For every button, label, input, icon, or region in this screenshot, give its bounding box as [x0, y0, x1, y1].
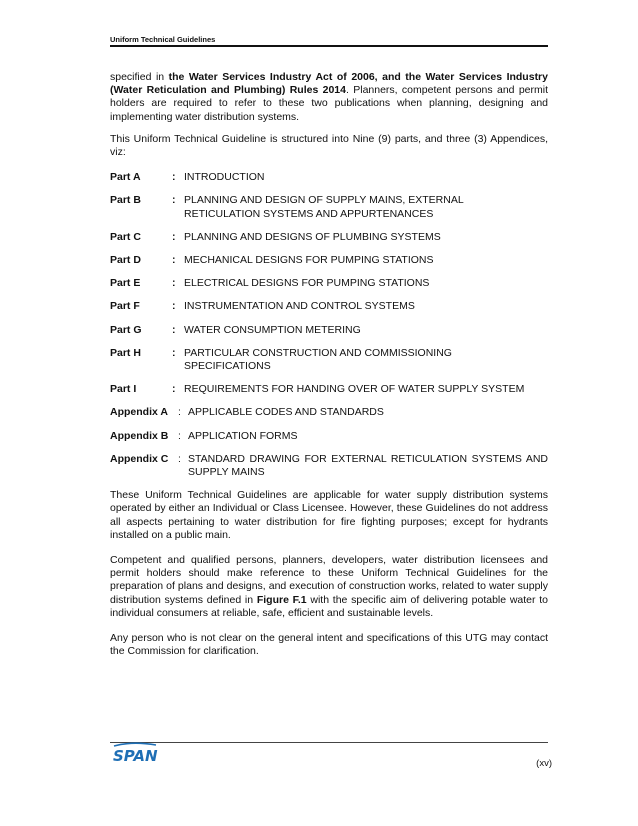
header-rule	[110, 45, 548, 47]
part-colon: :	[172, 383, 176, 396]
part-colon: :	[172, 346, 176, 359]
appendix-title: APPLICABLE CODES AND STANDARDS	[188, 406, 384, 419]
appendix-colon: :	[178, 406, 181, 419]
part-item-b	[110, 194, 548, 220]
part-title: PARTICULAR CONSTRUCTION AND COMMISSIONING SPECIFICATIONS	[184, 346, 452, 373]
part-item-f	[110, 300, 548, 313]
running-header: Uniform Technical Guidelines	[110, 35, 216, 44]
competent-persons-paragraph	[110, 554, 548, 620]
part-title: MECHANICAL DESIGNS FOR PUMPING STATIONS	[184, 254, 434, 267]
part-colon: :	[172, 230, 176, 243]
page-number: (xv)	[536, 758, 552, 769]
appendix-label: Appendix A	[110, 406, 168, 419]
appendix-title: STANDARD DRAWING FOR EXTERNAL RETICULATION SYSTEMS AND SUPPLY MAINS	[188, 452, 548, 479]
part-title: ELECTRICAL DESIGNS FOR PUMPING STATIONS	[184, 277, 430, 290]
part-item-g	[110, 324, 548, 337]
appendix-label: Appendix C	[110, 452, 169, 465]
structure-paragraph: This Uniform Technical Guideline is structured into Nine (9) parts, and three (3) Appendices, viz:	[110, 132, 548, 159]
appendix-item-a	[110, 406, 548, 419]
appendix-colon: :	[178, 429, 181, 442]
part-colon: :	[172, 277, 176, 290]
part-item-a	[110, 171, 548, 184]
part-title: PLANNING AND DESIGNS OF PLUMBING SYSTEMS	[184, 230, 441, 243]
appendix-item-c	[110, 453, 548, 479]
intro-text-post: . Planners, competent persons and permit holders are required to refer to these two publications when planning, designing and implementing water distribution systems.	[110, 84, 548, 123]
part-label: Part I	[110, 383, 137, 396]
part-label: Part D	[110, 254, 141, 267]
page-body	[110, 71, 548, 668]
part-label: Part A	[110, 171, 141, 184]
appendix-colon: :	[178, 452, 181, 465]
contact-paragraph: Any person who is not clear on the general intent and specifications of this UTG may contact the Commission for clarification.	[110, 632, 548, 658]
part-label: Part G	[110, 323, 142, 336]
part-title: INSTRUMENTATION AND CONTROL SYSTEMS	[184, 300, 415, 313]
applicability-paragraph: These Uniform Technical Guidelines are applicable for water supply distribution systems operated by either an Individual or Class Licensee. However, these Guidelines do not address all aspects pertaining to water distribution for fire fighting purposes; except for hydrants installed on a public main.	[110, 489, 548, 541]
part-colon: :	[172, 194, 176, 207]
intro-paragraph	[110, 71, 548, 124]
parts-list	[110, 171, 548, 396]
part-colon: :	[172, 254, 176, 267]
part-title: INTRODUCTION	[184, 171, 265, 184]
span-logo	[112, 742, 172, 764]
part-item-e	[110, 277, 548, 290]
part-colon: :	[172, 171, 176, 184]
part-item-h	[110, 347, 548, 373]
part-colon: :	[172, 323, 176, 336]
part-item-c	[110, 231, 548, 244]
part-label: Part E	[110, 277, 141, 290]
part-label: Part F	[110, 300, 140, 313]
appendix-item-b	[110, 430, 548, 443]
appendix-list	[110, 406, 548, 479]
competent-text-pre: Competent and qualified persons, planners, developers, water distribution licensees and permit holders should make reference to these Uniform Technical Guidelines for the preparation of plans and designs, and execution of construction works, related to water supply distribution systems defined in	[110, 554, 548, 606]
part-label: Part B	[110, 194, 141, 207]
footer-rule	[110, 742, 548, 743]
part-title: PLANNING AND DESIGN OF SUPPLY MAINS, EXTERNAL RETICULATION SYSTEMS AND APPURTENANCES	[184, 194, 464, 220]
intro-text-pre: specified in	[110, 71, 169, 83]
intro-text-bold: the Water Services Industry Act of 2006, and the Water Services Industry (Water Reticulation and Plumbing) Rules 2014	[110, 71, 548, 97]
part-title: WATER CONSUMPTION METERING	[184, 323, 361, 336]
part-label: Part H	[110, 346, 141, 359]
part-colon: :	[172, 300, 176, 313]
logo-swoosh	[114, 743, 156, 746]
logo-wordmark: SPAN	[113, 747, 158, 764]
part-item-d	[110, 254, 548, 267]
part-label: Part C	[110, 230, 141, 243]
appendix-label: Appendix B	[110, 429, 169, 442]
part-item-i	[110, 383, 548, 396]
part-title: REQUIREMENTS FOR HANDING OVER OF WATER SUPPLY SYSTEM	[184, 383, 525, 396]
appendix-title: APPLICATION FORMS	[188, 429, 298, 442]
competent-text-post: with the specific aim of delivering potable water to individual consumers at reliable, safe, efficient and sustainable levels.	[110, 593, 548, 619]
figure-reference: Figure F.1	[256, 593, 307, 606]
